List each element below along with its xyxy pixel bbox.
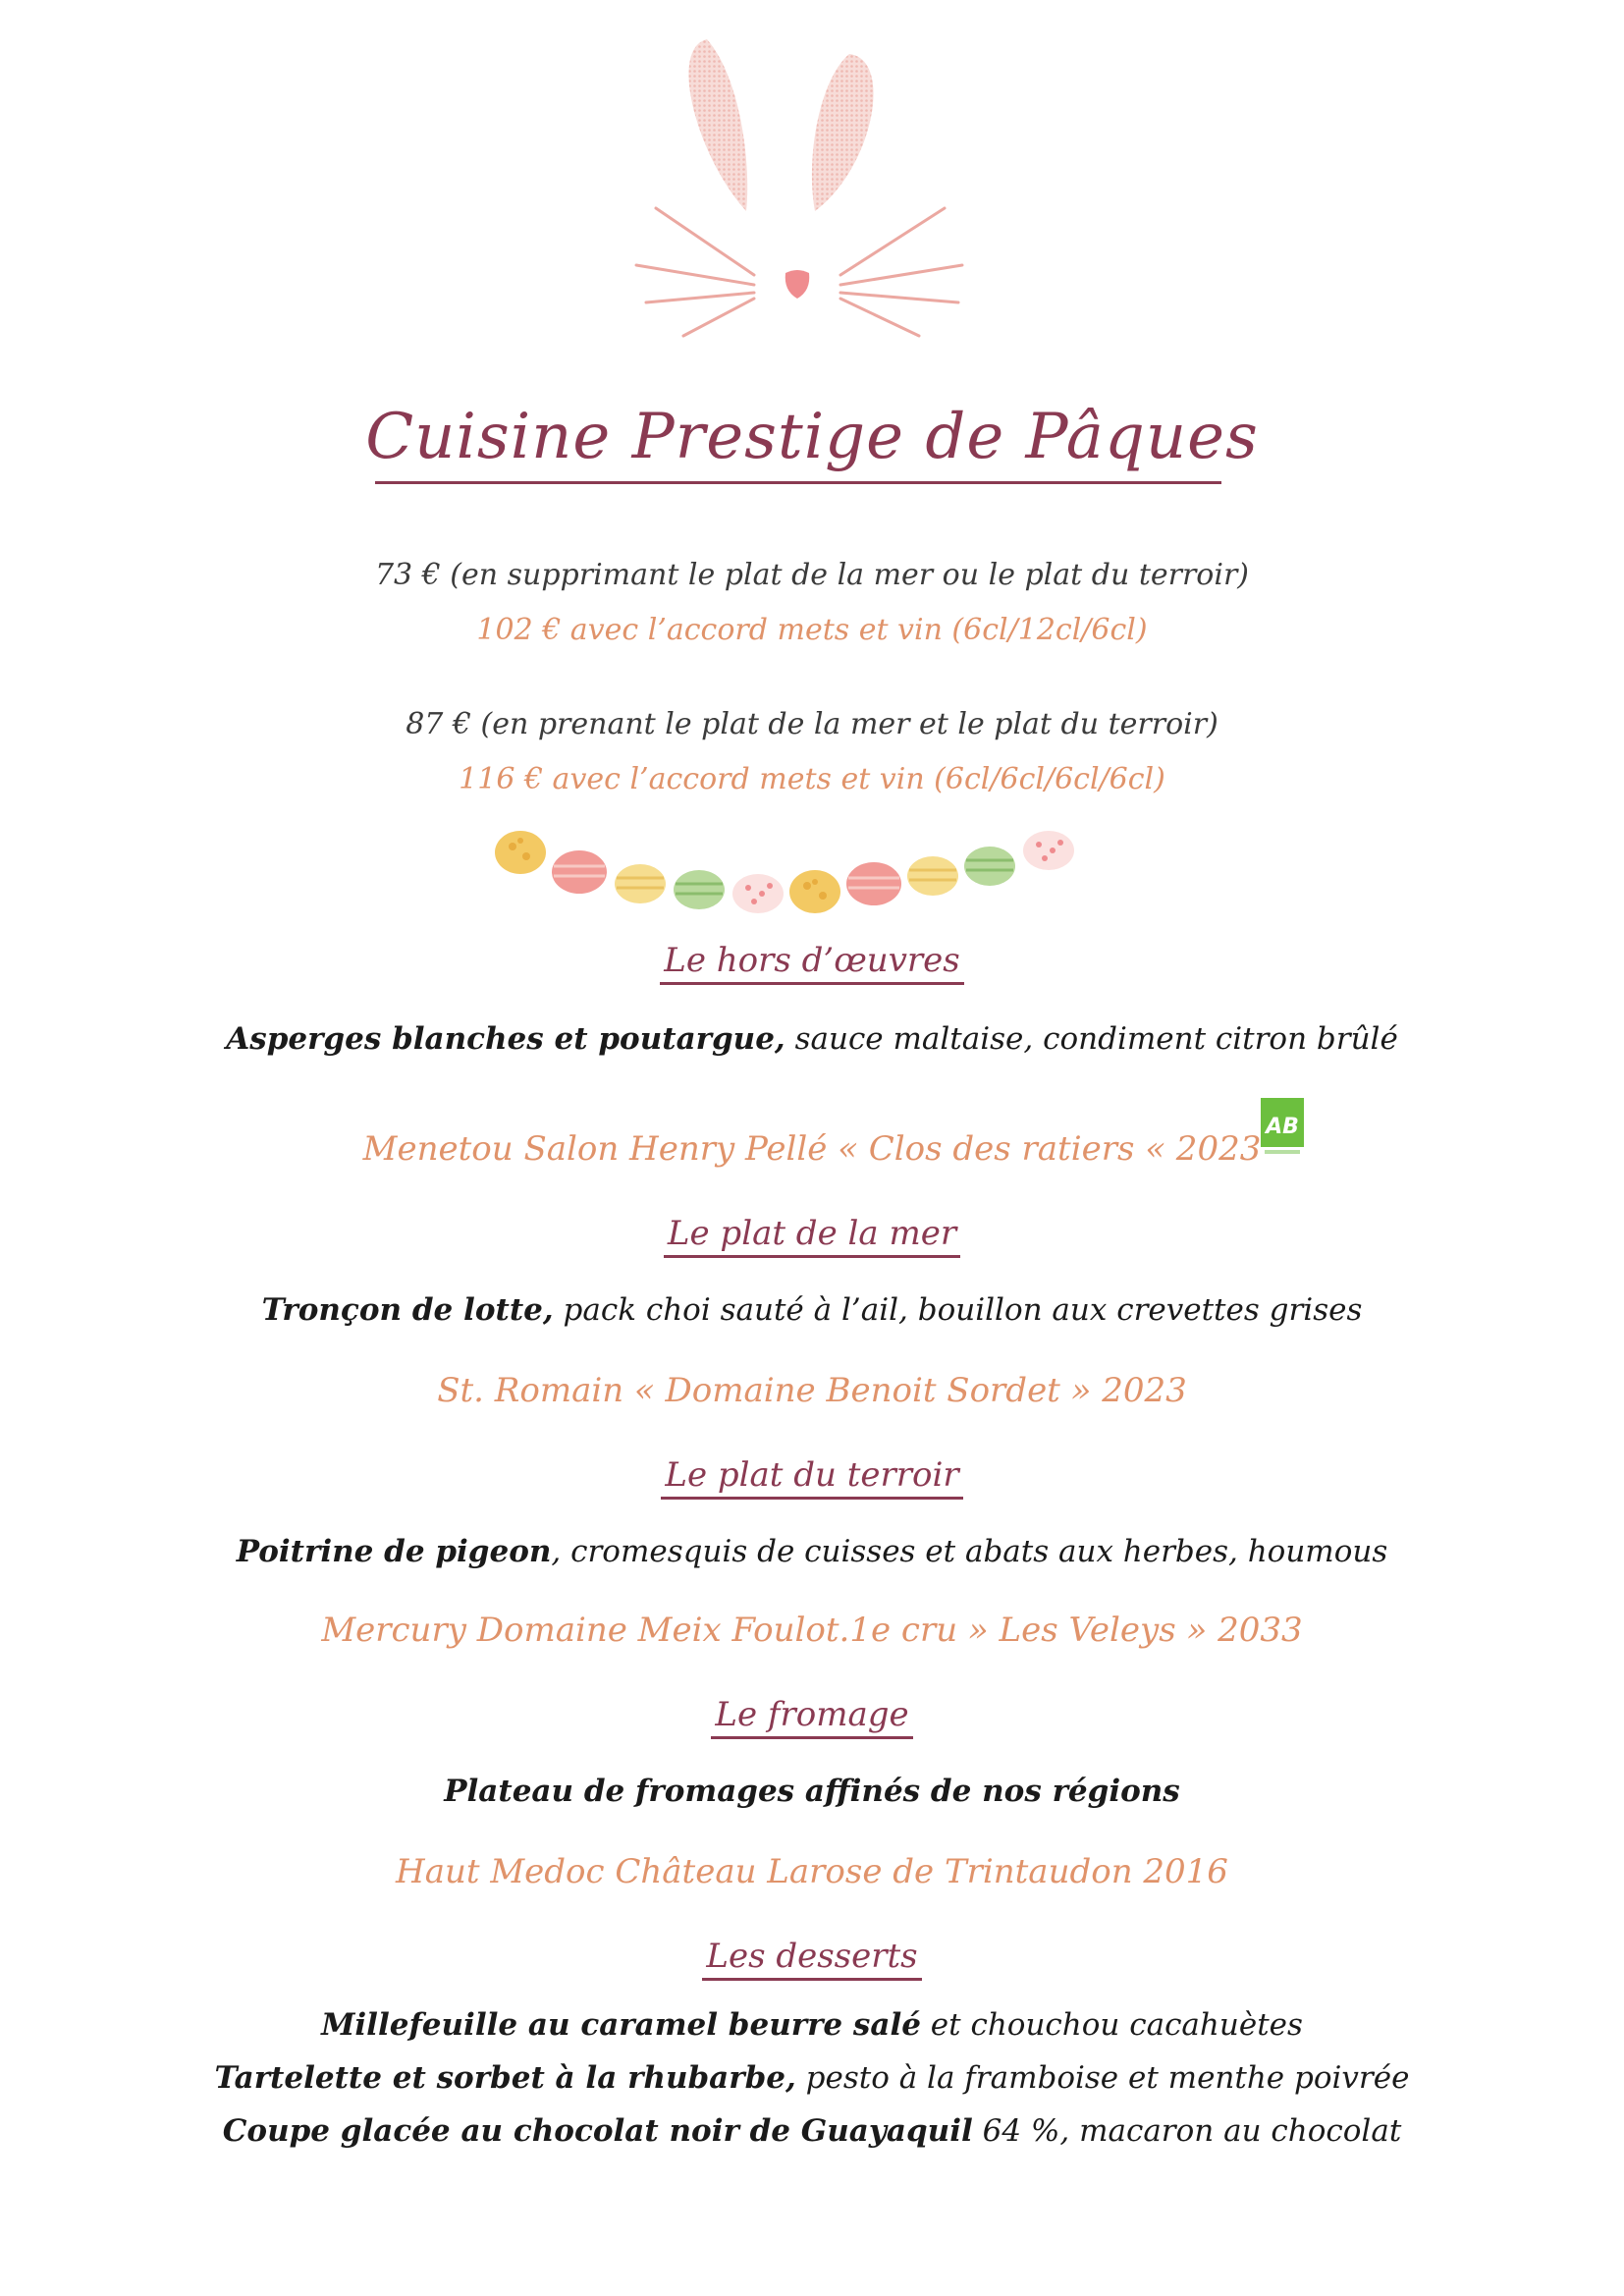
ab-badge-label: AB — [1266, 1115, 1299, 1139]
dish-description: sauce maltaise, condiment citron brûlé — [785, 1021, 1398, 1057]
bunny-ears-icon — [628, 39, 982, 412]
dish-name: Plateau de fromages affinés de nos régions — [444, 1774, 1180, 1809]
title-underline — [375, 481, 1221, 484]
ab-organic-icon — [1259, 1096, 1306, 1159]
section-heading-label: Le hors d’œuvres — [660, 941, 964, 985]
section-heading-label: Le fromage — [711, 1695, 912, 1739]
dessert-name: Tartelette et sorbet à la rhubarbe, — [214, 2060, 796, 2096]
menu-title: Cuisine Prestige de Pâques — [365, 401, 1259, 473]
dish-name: Asperges blanches et poutargue, — [226, 1021, 785, 1057]
dish-hors-doeuvres — [0, 1021, 1624, 1057]
dish-description: pack choi sauté à l’ail, bouillon aux crevettes grises — [553, 1292, 1363, 1328]
wine-fromage: Haut Medoc Château Larose de Trintaudon 2016 — [396, 1852, 1228, 1891]
wine-plat-terroir: Mercury Domaine Meix Foulot.1e cru » Les Veleys » 2033 — [321, 1611, 1303, 1650]
price-accord-1: 102 € avec l’accord mets et vin (6cl/12cl/6cl) — [476, 613, 1148, 647]
price-line-2: 87 € (en prenant le plat de la mer et le plat du terroir) — [406, 707, 1218, 741]
dish-fromage — [0, 1774, 1624, 1809]
dessert-item — [0, 2007, 1624, 2043]
dish-name: Poitrine de pigeon — [236, 1534, 552, 1569]
section-heading-desserts — [0, 1937, 1624, 1981]
dessert-description: et chouchou cacahuètes — [920, 2007, 1303, 2043]
dish-name: Tronçon de lotte, — [261, 1292, 554, 1328]
dish-plat-terroir — [0, 1534, 1624, 1569]
wine-plat-mer: St. Romain « Domaine Benoit Sordet » 2023 — [437, 1371, 1187, 1410]
dish-plat-mer — [0, 1292, 1624, 1328]
dessert-name: Millefeuille au caramel beurre salé — [321, 2007, 921, 2043]
wine-hors-doeuvres: Menetou Salon Henry Pellé « Clos des ratiers « 2023 — [362, 1129, 1262, 1169]
dessert-description: 64 %, macaron au chocolat — [972, 2113, 1402, 2149]
section-heading-fromage — [0, 1695, 1624, 1739]
section-heading-label: Le plat de la mer — [664, 1214, 960, 1258]
section-heading-label: Le plat du terroir — [661, 1455, 962, 1500]
dessert-item — [0, 2113, 1624, 2149]
dessert-item — [0, 2060, 1624, 2096]
dessert-name: Coupe glacée au chocolat noir de Guayaquil — [222, 2113, 973, 2149]
section-heading-plat-mer — [0, 1214, 1624, 1258]
dessert-description: pesto à la framboise et menthe poivrée — [795, 2060, 1410, 2096]
section-heading-plat-terroir — [0, 1455, 1624, 1500]
easter-egg-garland-icon — [481, 823, 1090, 931]
dish-description: , cromesquis de cuisses et abats aux herbes, houmous — [551, 1534, 1388, 1569]
section-heading-hors-doeuvres — [0, 941, 1624, 985]
section-heading-label: Les desserts — [702, 1937, 921, 1981]
price-line-1: 73 € (en supprimant le plat de la mer ou le plat du terroir) — [374, 558, 1250, 592]
price-accord-2: 116 € avec l’accord mets et vin (6cl/6cl/6cl/6cl) — [459, 762, 1165, 796]
